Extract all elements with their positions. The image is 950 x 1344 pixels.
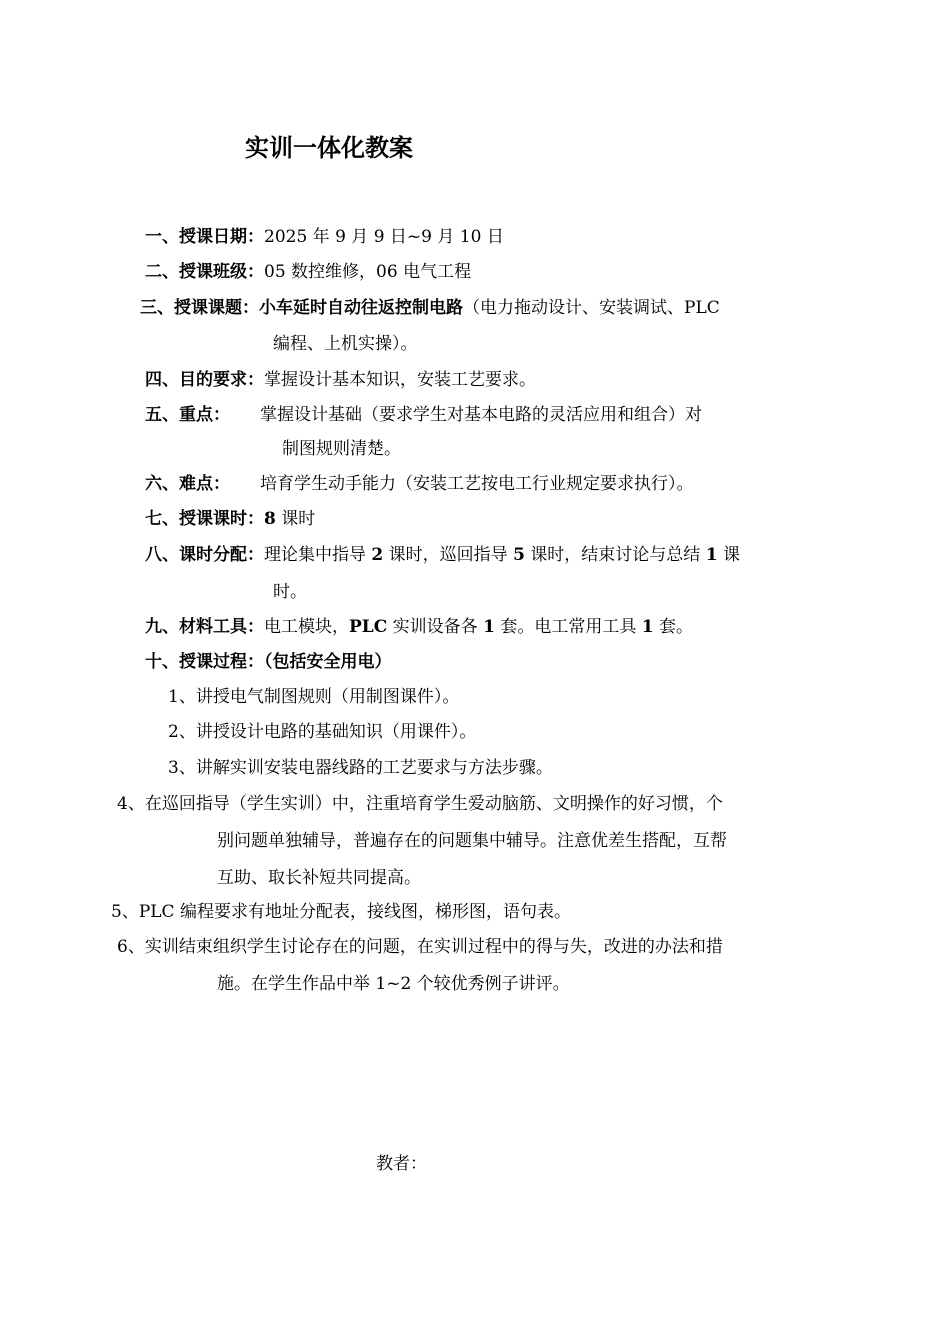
- item-hours: [145, 507, 315, 531]
- item-label: 三、授课课题：: [140, 298, 259, 318]
- item-label: 二、授课班级：: [145, 262, 264, 282]
- text: 套。: [653, 617, 693, 637]
- step-1: 1、讲授电气制图规则（用制图课件）。: [168, 687, 460, 707]
- item-hour-allocation-cont: 时。: [273, 582, 307, 602]
- item-label: 六、难点：: [145, 474, 230, 494]
- step-3: 3、讲解实训安装电器线路的工艺要求与方法步骤。: [168, 758, 553, 778]
- item-label: 四、目的要求：: [145, 370, 264, 390]
- step-6: 6、实训结束组织学生讨论存在的问题，在实训过程中的得与失，改进的办法和措: [117, 937, 723, 957]
- bold-text: PLC: [349, 617, 388, 637]
- item-label: 七、授课课时：: [145, 509, 264, 529]
- item-value: 课时: [275, 509, 316, 529]
- step-5: 5、PLC 编程要求有地址分配表，接线图，梯形图，语句表。: [111, 902, 571, 922]
- step-4-cont: 别问题单独辅导，普遍存在的问题集中辅导。注意优差生搭配，互帮: [217, 831, 727, 851]
- number: 1: [705, 545, 718, 565]
- number: 1: [483, 617, 495, 637]
- item-key-point: [145, 403, 230, 427]
- item-topic-cont: 编程、上机实操）。: [273, 334, 418, 354]
- step-6-cont: 施。在学生作品中举 1~2 个较优秀例子讲评。: [217, 974, 570, 994]
- text: 实训设备各: [387, 617, 484, 637]
- item-class: [145, 260, 471, 284]
- text: 套。电工常用工具: [494, 617, 642, 637]
- number: 2: [371, 545, 384, 565]
- item-difficulty-value: 培育学生动手能力（安装工艺按电工行业规定要求执行）。: [260, 474, 694, 494]
- text: 课时，巡回指导: [383, 545, 514, 565]
- number: 5: [513, 545, 525, 565]
- text: 电工模块，: [264, 617, 349, 637]
- number: 1: [641, 617, 654, 637]
- step-4-cont: 互助、取长补短共同提高。: [217, 868, 421, 888]
- item-value: 2025 年 9 月 9 日~9 月 10 日: [264, 227, 504, 247]
- item-label: 八、课时分配：: [145, 545, 264, 565]
- page-title: 实训一体化教案: [245, 134, 413, 162]
- item-value: 掌握设计基本知识，安装工艺要求。: [264, 370, 536, 390]
- step-4: 4、在巡回指导（学生实训）中，注重培育学生爱动脑筋、文明操作的好习惯，个: [117, 794, 723, 814]
- item-hour-allocation: [145, 543, 740, 567]
- item-difficulty: [145, 472, 230, 496]
- item-label: 五、重点：: [145, 405, 230, 425]
- text: 课时，结束讨论与总结: [524, 545, 706, 565]
- item-goal: [145, 368, 536, 392]
- item-key-point-cont: 制图规则清楚。: [282, 439, 401, 459]
- text: 理论集中指导: [264, 545, 372, 565]
- signature-label: 教者：: [376, 1154, 427, 1174]
- item-label: 一、授课日期：: [145, 227, 264, 247]
- item-date: [145, 225, 504, 249]
- item-number: 8: [264, 509, 276, 529]
- item-materials: [145, 615, 693, 639]
- text: 课: [717, 545, 740, 565]
- item-value: 05 数控维修，06 电气工程: [264, 262, 472, 282]
- item-label: 九、材料工具：: [145, 617, 264, 637]
- item-key-point-value: 掌握设计基础（要求学生对基本电路的灵活应用和组合）对: [260, 405, 702, 425]
- item-topic: [140, 296, 720, 320]
- item-process: 十、授课过程：（包括安全用电）: [145, 652, 392, 672]
- item-value: （电力拖动设计、安装调试、PLC: [463, 298, 720, 318]
- step-2: 2、讲授设计电路的基础知识（用课件）。: [168, 722, 477, 742]
- topic-title: 小车延时自动往返控制电路: [259, 298, 463, 318]
